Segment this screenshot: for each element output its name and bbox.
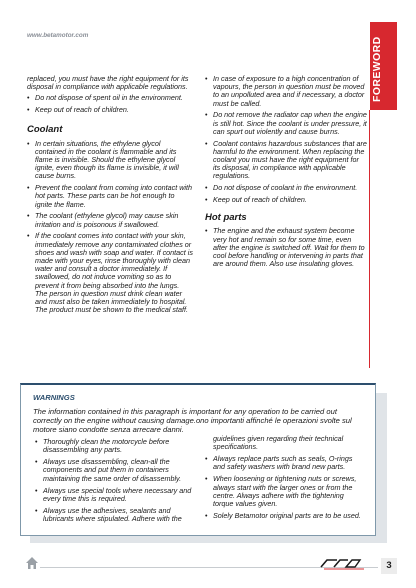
home-icon[interactable] [25, 556, 39, 570]
brand-logo-icon [318, 557, 368, 571]
section-tab-label: FOREWORD [371, 36, 383, 102]
list-item: • Coolant contains hazardous substances that are harmful to the environment. When replacing the coolant you must have the right equipment for its disposal, in compliance with applicable regulations. [205, 140, 367, 181]
warnings-continuation: guidelines given regarding their technical specifications. [213, 434, 344, 452]
list-item: • Do not dispose of coolant in the environment. [205, 184, 367, 192]
list-item: • The engine and the exhaust system become very hot and remain so for some time, even after the engine is switched off. Wait for them to cool before handling or intervening in parts that are around them. Also use insulating gloves. [205, 227, 367, 268]
section-divider [369, 110, 370, 368]
list-item: • Always use special tools where necessary and every time this is required. [35, 487, 199, 503]
list-item: • Thoroughly clean the motorcycle before disassembling any parts. [35, 438, 199, 454]
warnings-right-column [205, 435, 365, 524]
list-item: • In certain situations, the ethylene glycol contained in the coolant is flammable and its flame is invisible. Should the ethylene glycol ignite, even though its flame is invisible, it will cause burns. [27, 140, 193, 181]
list-item: • Prevent the coolant from coming into contact with hot parts. These parts can be hot enough to ignite the flame. [27, 184, 193, 209]
warnings-intro: The information contained in this paragraph is important for any operation to be carried out correctly on the engine without causing damage.ono importanti affinché le operazioni svolte sul motore siano condotte senza arrecare danni. [33, 407, 352, 434]
list-item: • Keep out of reach of children. [27, 106, 193, 114]
coolant-heading: Coolant [27, 124, 63, 136]
list-item: • The coolant (ethylene glycol) may cause skin irritation and is poisonous if swallowed. [27, 212, 193, 228]
right-column [205, 75, 367, 272]
warnings-title: WARNINGS [33, 393, 75, 402]
list-item: • In case of exposure to a high concentration of vapours, the person in question must be moved to an unpolluted area and if necessary, a doctor must be called. [205, 75, 367, 108]
coolant-bullets-continued [205, 75, 367, 204]
list-item: • Solely Betamotor original parts are to be used. [205, 512, 365, 520]
oil-bullets [27, 94, 193, 114]
left-column [27, 75, 193, 318]
page-number: 3 [381, 558, 397, 574]
list-item: • Keep out of reach of children. [205, 196, 367, 204]
list-item: • If the coolant comes into contact with your skin, immediately remove any contaminated clothes or shoes and wash with soap and water. If contact is made with your eyes, rinse thoroughly with clean water and consult a doctor immediately. If swallowed, do not induce vomiting so as to prevent it from being absorbed into the lungs. The person in question must drink clean water and must also be taken immediately to hospital. The product must be shown to the medical staff. [27, 232, 193, 314]
warnings-box [20, 383, 376, 536]
list-item: • When loosening or tightening nuts or screws, always start with the larger ones or from the centre. Always adhere with the tightening torque values given. [205, 475, 365, 508]
list-item: • Always use disassembling, clean-all the components and put them in containers maintaining the same order of disassembly. [35, 458, 199, 483]
continued-paragraph: replaced, you must have the right equipment for its disposal in compliance with applicable regulations. [27, 74, 189, 92]
warnings-right-bullets [205, 455, 365, 520]
list-item: • Do not dispose of spent oil in the environment. [27, 94, 193, 102]
coolant-bullets [27, 140, 193, 315]
hot-parts-bullets [205, 227, 367, 268]
website-url: www.betamotor.com [27, 32, 89, 39]
warnings-left-column [35, 438, 199, 527]
warnings-left-bullets [35, 438, 199, 523]
hot-parts-heading: Hot parts [205, 212, 247, 224]
list-item: • Always replace parts such as seals, O-rings and safety washers with brand new parts. [205, 455, 365, 471]
list-item: • Always use the adhesives, sealants and lubricants where stipulated. Adhere with the [35, 507, 199, 523]
list-item: • Do not remove the radiator cap when the engine is still hot. Since the coolant is under pressure, it can spurt out violently and cause burns. [205, 111, 367, 136]
